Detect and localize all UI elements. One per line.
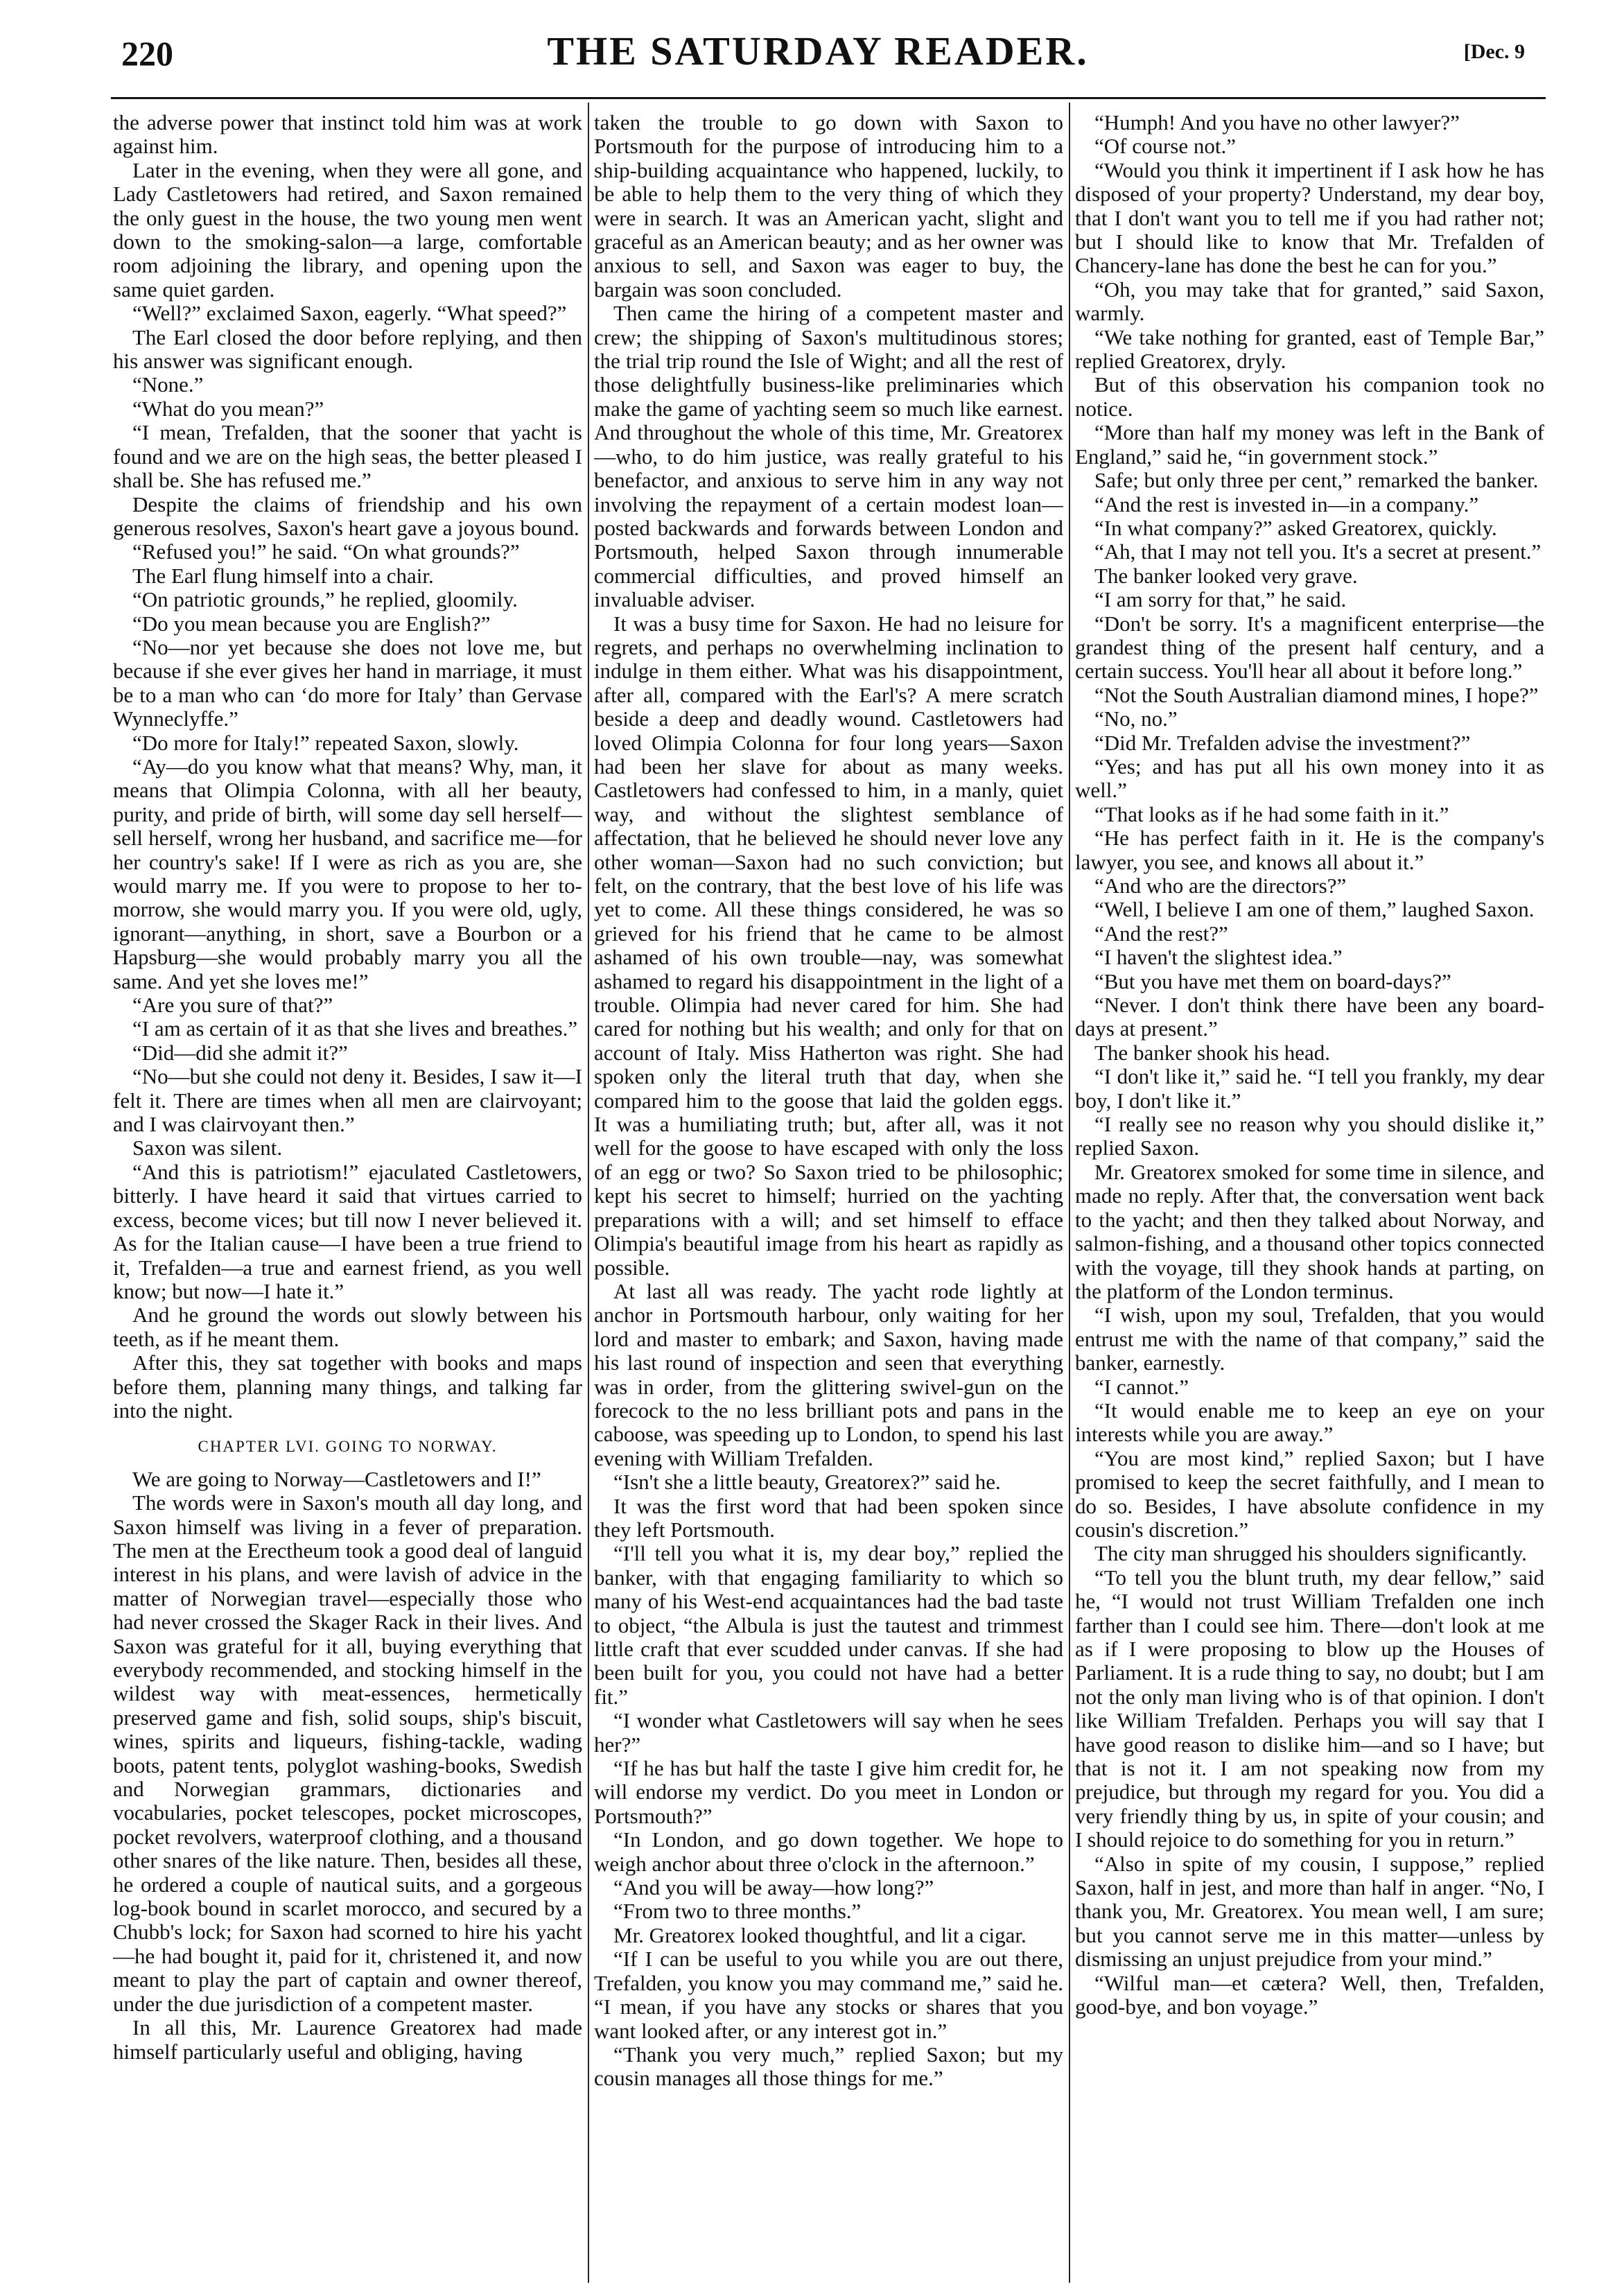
paragraph: “If I can be useful to you while you are out there, Trefalden, you know you may command me,” said he. “I mean, if you have any stocks or shares that you want looked after, or any interest got in.” bbox=[594, 1947, 1063, 2043]
paragraph: “In what company?” asked Greatorex, quickly. bbox=[1094, 515, 1497, 540]
paragraph: taken the trouble to go down with Saxon to Portsmouth for the purpose of introducing him to a ship-building acquaintance who happened, luckily, to be able to help them to the very thing of which they were in search. It was an American yacht, slight and graceful as an American beauty; and as her owner was anxious to sell, and Saxon was eager to buy, the bargain was soon concluded. bbox=[594, 111, 1063, 302]
paragraph: “None.” bbox=[132, 372, 204, 397]
paragraph: “I wonder what Castletowers will say when he sees her?” bbox=[594, 1708, 1063, 1757]
paragraph: The city man shrugged his shoulders significantly. bbox=[1094, 1541, 1527, 1566]
paragraph: “That looks as if he had some faith in it.” bbox=[1094, 801, 1449, 826]
paragraph: “Do more for Italy!” repeated Saxon, slowly. bbox=[132, 730, 519, 755]
paragraph: “No—nor yet because she does not love me, but because if she ever gives her hand in marriage, it must be to a man who can ‘do more for Italy’ than Gervase Wynneclyffe.” bbox=[113, 634, 582, 731]
paragraph: “Never. I don't think there have been any board-days at present.” bbox=[1075, 993, 1544, 1041]
paragraph: “I'll tell you what it is, my dear boy,” replied the banker, with that engaging familiarity to which so many of his West-end acquaintances had the bad taste to object, “the Albula is just the tautest and trimmest little craft that ever scudded under canvas. If she had been built for you, you could not have had a better fit.” bbox=[594, 1541, 1063, 1709]
paragraph: “No—but she could not deny it. Besides, I saw it—I felt it. There are times when all men are clairvoyant; and I was clairvoyant then.” bbox=[113, 1064, 582, 1137]
paragraph: “If he has but half the taste I give him credit for, he will endorse my verdict. Do you meet in London or Portsmouth?” bbox=[594, 1756, 1063, 1828]
paragraph: “He has perfect faith in it. He is the company's lawyer, you see, and knows all about it.” bbox=[1075, 826, 1544, 874]
paragraph: Then came the hiring of a competent master and crew; the shipping of Saxon's multitudinous stores; the trial trip round the Isle of Wight; and all the rest of those delightfully business-like preliminaries which make the game of yachting seem so much like earnest. And throughout the whole of this time, Mr. Greatorex—who, to do him justice, was really grateful to his benefactor, and anxious to serve him in any way not involving the repayment of a certain modest loan—posted backwards and forwards between London and Portsmouth, helped Saxon through innumerable commercial difficulties, and proved himself an invaluable adviser. bbox=[594, 301, 1063, 612]
paragraph: “And who are the directors?” bbox=[1094, 873, 1347, 898]
paragraph: “Are you sure of that?” bbox=[132, 993, 333, 1018]
paragraph: “I wish, upon my soul, Trefalden, that you would entrust me with the name of that company,” said the banker, earnestly. bbox=[1075, 1303, 1544, 1375]
paragraph: “Isn't she a little beauty, Greatorex?” said he. bbox=[613, 1470, 1001, 1495]
paragraph: Despite the claims of friendship and his own generous resolves, Saxon's heart gave a joyous bound. bbox=[113, 492, 582, 540]
paragraph: “I haven't the slightest idea.” bbox=[1094, 945, 1343, 970]
paragraph: “We take nothing for granted, east of Temple Bar,” replied Greatorex, dryly. bbox=[1075, 324, 1544, 374]
paragraph: “But you have met them on board-days?” bbox=[1094, 968, 1451, 993]
paragraph: “In London, and go down together. We hope to weigh anchor about three o'clock in the afternoon.” bbox=[594, 1827, 1063, 1876]
paragraph: Mr. Greatorex smoked for some time in silence, and made no reply. After that, the conversation went back to the yacht; and then they talked about Norway, and salmon-fishing, and a thousand other topics connected with the voyage, till they shook hands at parting, on the platform of the London terminus. bbox=[1075, 1159, 1544, 1303]
column-divider bbox=[588, 103, 589, 2283]
paragraph: “Oh, you may take that for granted,” said Saxon, warmly. bbox=[1075, 277, 1544, 326]
paragraph: “Don't be sorry. It's a magnificent enterprise—the grandest thing of the present half century, and a certain success. You'll hear all about it before long.” bbox=[1075, 611, 1544, 684]
page-number: 220 bbox=[121, 34, 173, 73]
paragraph: “I am sorry for that,” he said. bbox=[1094, 587, 1347, 612]
paragraph: “On patriotic grounds,” he replied, gloomily. bbox=[132, 587, 518, 612]
paragraph: The banker shook his head. bbox=[1094, 1040, 1331, 1065]
text-column-1 bbox=[113, 111, 582, 2274]
paragraph: “Well, I believe I am one of them,” laughed Saxon. bbox=[1094, 897, 1535, 922]
paragraph: “Also in spite of my cousin, I suppose,” replied Saxon, half in jest, and more than half in anger. “No, I thank you, Mr. Greatorex. You mean well, I am sure; but you cannot serve me in this matter—unless by dismissing an unjust prejudice from your mind.” bbox=[1075, 1851, 1544, 1972]
paragraph: After this, they sat together with books and maps before them, planning many things, and talking far into the night. bbox=[113, 1350, 582, 1423]
paragraph: “No, no.” bbox=[1094, 706, 1178, 731]
paragraph: “Thank you very much,” replied Saxon; but my cousin manages all those things for me.” bbox=[594, 2042, 1063, 2091]
paragraph: “What do you mean?” bbox=[132, 396, 324, 421]
paragraph: The Earl flung himself into a chair. bbox=[132, 563, 434, 588]
paragraph: “Did—did she admit it?” bbox=[132, 1040, 348, 1065]
masthead-title: THE SATURDAY READER. bbox=[547, 28, 1089, 73]
paragraph: “Did Mr. Trefalden advise the investment?” bbox=[1094, 730, 1471, 755]
paragraph: “I don't like it,” said he. “I tell you frankly, my dear boy, I don't like it.” bbox=[1075, 1064, 1544, 1113]
paragraph: “Would you think it impertinent if I ask how he has disposed of your property? Understand, my dear boy, that I don't want you to tell me if you had rather not; but I should like to know that Mr. Trefalden of Chancery-lane has done the best he can for you.” bbox=[1075, 157, 1544, 278]
paragraph: Saxon was silent. bbox=[132, 1136, 283, 1160]
paragraph: Later in the evening, when they were all gone, and Lady Castletowers had retired, and Saxon remained the only guest in the house, the two young men went down to the smoking-salon—a large, comfortable room adjoining the library, and opening upon the same quiet garden. bbox=[113, 157, 582, 302]
paragraph: In all this, Mr. Laurence Greatorex had made himself particularly useful and obliging, having bbox=[113, 2015, 582, 2064]
paragraph: “From two to three months.” bbox=[613, 1899, 862, 1924]
paragraph: At last all was ready. The yacht rode lightly at anchor in Portsmouth harbour, only waiting for her lord and master to embark; and Saxon, having made his last round of inspection and seen that everything was in order, from the glittering swivel-gun on the forecock to the no less brilliant pots and pans in the caboose, was speeding up to London, to spend his last evening with William Trefalden. bbox=[594, 1278, 1063, 1470]
paragraph: “I am as certain of it as that she lives and breathes.” bbox=[132, 1016, 578, 1041]
paragraph: “More than half my money was left in the Bank of England,” said he, “in government stock.” bbox=[1075, 420, 1544, 469]
text-column-2 bbox=[594, 111, 1063, 2274]
paragraph: the adverse power that instinct told him was at work against him. bbox=[113, 111, 582, 159]
paragraph: “It would enable me to keep an eye on your interests while you are away.” bbox=[1075, 1398, 1544, 1447]
paragraph: The words were in Saxon's mouth all day long, and Saxon himself was living in a fever of preparation. The men at the Erectheum took a good deal of languid interest in his plans, and were lavish of advice in the matter of Norwegian travel—especially those who had never crossed the Skager Rack in their lives. And Saxon was grateful for it all, buying everything that everybody recommended, and stocking himself in the wildest way with meat-essences, hermetically preserved game and fish, solid soups, ship's biscuit, wines, spirits and liqueurs, fishing-tackle, wading boots, patent tents, polyglot washing-books, Swedish and Norwegian grammars, dictionaries and vocabularies, pocket telescopes, pocket microscopes, pocket revolvers, waterproof clothing, and a thousand other snares of the like nature. Then, besides all these, he ordered a couple of nautical suits, and a gorgeous log-book bound in scarlet morocco, and secured by a Chubb's lock; for Saxon had scorned to hire his yacht—he had bought it, paid for it, christened it, and now meant to play the part of captain and owner thereof, under the due jurisdiction of a competent master. bbox=[113, 1490, 582, 2016]
paragraph: Safe; but only three per cent,” remarked the banker. bbox=[1094, 468, 1539, 493]
paragraph: “And you will be away—how long?” bbox=[613, 1875, 934, 1900]
paragraph: We are going to Norway—Castletowers and I!” bbox=[132, 1466, 541, 1491]
paragraph: “Humph! And you have no other lawyer?” bbox=[1094, 111, 1460, 134]
paragraph: “And the rest is invested in—in a company.” bbox=[1094, 492, 1479, 516]
header-rule bbox=[111, 97, 1546, 99]
column-divider bbox=[1069, 103, 1070, 2283]
paragraph: “Wilful man—et cætera? Well, then, Trefalden, good-bye, and bon voyage.” bbox=[1075, 1970, 1544, 2019]
paragraph: “I mean, Trefalden, that the sooner that yacht is found and we are on the high seas, the better pleased I shall be. She has refused me.” bbox=[113, 420, 582, 493]
paragraph: But of this observation his companion took no notice. bbox=[1075, 372, 1544, 421]
paragraph: “Not the South Australian diamond mines, I hope?” bbox=[1094, 682, 1539, 707]
paragraph: The banker looked very grave. bbox=[1094, 563, 1358, 588]
paragraph: “Do you mean because you are English?” bbox=[132, 611, 491, 636]
paragraph: Mr. Greatorex looked thoughtful, and lit a cigar. bbox=[613, 1922, 1027, 1947]
paragraph: “Refused you!” he said. “On what grounds?” bbox=[132, 539, 520, 564]
page-header bbox=[111, 28, 1525, 90]
chapter-heading: CHAPTER LVI. GOING TO NORWAY. bbox=[198, 1438, 498, 1456]
paragraph: “You are most kind,” replied Saxon; but I have promised to keep the secret faithfully, and I mean to do so. Besides, I have absolute confidence in my cousin's discretion.” bbox=[1075, 1445, 1544, 1542]
paragraph: It was the first word that had been spoken since they left Portsmouth. bbox=[594, 1493, 1063, 1542]
paragraph: “I cannot.” bbox=[1094, 1374, 1189, 1399]
paragraph: “Of course not.” bbox=[1094, 134, 1236, 159]
paragraph: “Well?” exclaimed Saxon, eagerly. “What speed?” bbox=[132, 301, 567, 326]
text-column-3 bbox=[1075, 111, 1544, 2274]
paragraph: The Earl closed the door before replying, and then his answer was significant enough. bbox=[113, 324, 582, 374]
paragraph: “And the rest?” bbox=[1094, 921, 1228, 946]
paragraph: “I really see no reason why you should dislike it,” replied Saxon. bbox=[1075, 1112, 1544, 1160]
paragraph: “Ay—do you know what that means? Why, man, it means that Olimpia Colonna, with all her beauty, purity, and pride of birth, will some day sell herself—sell herself, wrong her husband, and sacrifice me—for her country's sake! If I were as rich as you are, she would marry me. If you were to propose to her to-morrow, she would marry you. If you were old, ugly, ignorant—anything, in short, save a Bourbon or a Hapsburg—she would probably marry you all the same. And yet she loves me!” bbox=[113, 754, 582, 993]
issue-date: [Dec. 9 bbox=[1463, 40, 1525, 63]
paragraph: “To tell you the blunt truth, my dear fellow,” said he, “I would not trust William Trefalden one inch farther than I could see him. There—don't look at me as if I were proposing to blow up the Houses of Parliament. It is a rude thing to say, no doubt; but I am not the only man living who is of that opinion. I don't like William Trefalden. Perhaps you will say that I have good reason to dislike him—and so I have; but that is not it. I am not speaking now from my prejudice, but through my regard for you. You did a very friendly thing by us, in spite of your cousin; and I should rejoice to do something for you in return.” bbox=[1075, 1565, 1544, 1852]
paragraph: “Ah, that I may not tell you. It's a secret at present.” bbox=[1094, 539, 1542, 564]
paragraph: And he ground the words out slowly between his teeth, as if he meant them. bbox=[113, 1303, 582, 1351]
paragraph: “And this is patriotism!” ejaculated Castletowers, bitterly. I have heard it said that virtues carried to excess, become vices; but till now I never believed it. As for the Italian cause—I have been a true friend to it, Trefalden—a true and earnest friend, as you well know; but now—I hate it.” bbox=[113, 1159, 582, 1303]
paragraph: “Yes; and has put all his own money into it as well.” bbox=[1075, 754, 1544, 803]
paragraph: It was a busy time for Saxon. He had no leisure for regrets, and perhaps no overwhelming inclination to indulge in them either. What was his disappointment, after all, compared with the Earl's? A mere scratch beside a deep and deadly wound. Castletowers had loved Olimpia Colonna for four long years—Saxon had been her slave for about as many weeks. Castletowers had confessed to him, in a manly, quiet way, and without the slightest semblance of affectation, that he believed he should never love any other woman—Saxon had no such conviction; but felt, on the contrary, that the best love of his life was yet to come. All these things considered, he was so grieved for his friend that he came to be almost ashamed of his own trouble—nay, was somewhat ashamed to regard his disappointment in the light of a trouble. Olimpia had never cared for him. She had cared for nothing but his wealth; and only for that on account of Italy. Miss Hatherton was right. She had spoken only the literal truth that day, when she compared him to the goose that laid the golden eggs. It was a humiliating truth; but, after all, was it not well for the goose to have escaped with only the loss of an egg or two? So Saxon tried to be philosophic; kept his secret to himself; hurried on the yachting preparations with a will; and set himself to efface Olimpia's beautiful image from his heart as rapidly as possible. bbox=[594, 611, 1063, 1280]
